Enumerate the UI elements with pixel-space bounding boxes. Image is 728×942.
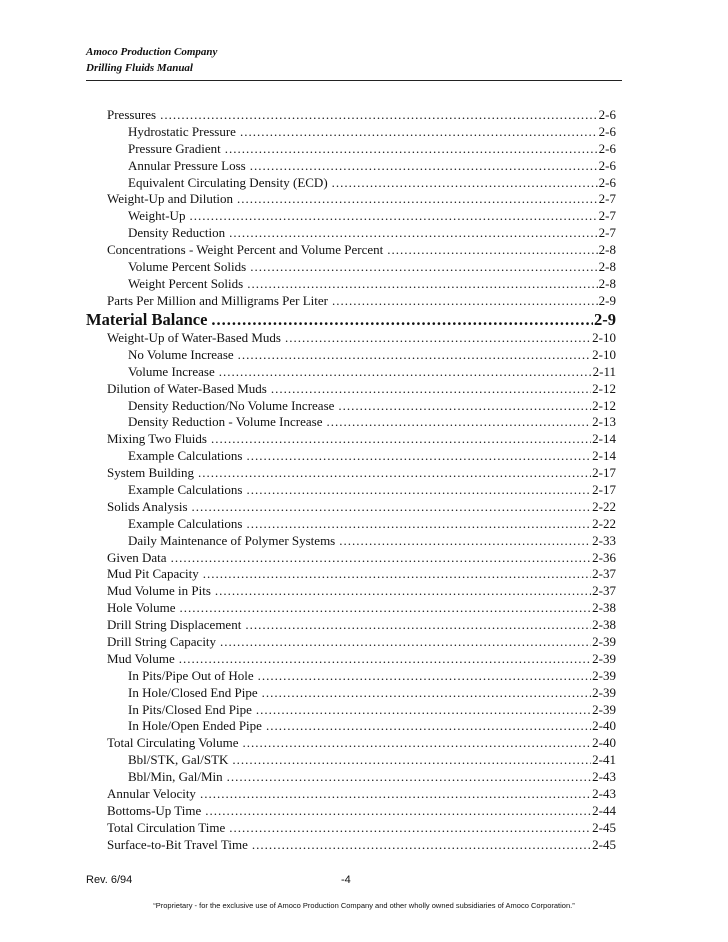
toc-entry-title: Mud Pit Capacity <box>107 566 199 582</box>
dot-leader <box>285 330 591 347</box>
toc-entry-page: 2-9 <box>598 292 616 308</box>
toc-entry-page: 2-10 <box>592 329 616 345</box>
toc-entry <box>86 651 616 668</box>
dot-leader <box>237 191 598 208</box>
toc-entry-page: 2-37 <box>592 583 616 599</box>
toc-entry-page: 2-45 <box>592 836 616 852</box>
toc-entry-title: Bottoms-Up Time <box>107 802 202 818</box>
toc-entry-page: 2-39 <box>592 634 616 650</box>
toc-entry <box>86 242 616 259</box>
toc-entry-page: 2-38 <box>592 617 616 633</box>
toc-entry <box>86 735 616 752</box>
toc-entry <box>86 465 616 482</box>
toc-entry <box>86 225 616 242</box>
dot-leader <box>246 482 591 499</box>
toc-entry-title: Annular Velocity <box>107 786 196 802</box>
dot-leader <box>338 398 591 415</box>
dot-leader <box>240 124 598 141</box>
toc-entry-page: 2-39 <box>592 684 616 700</box>
toc-entry-page: 2-36 <box>592 549 616 565</box>
toc-entry-title: Bbl/STK, Gal/STK <box>128 752 229 768</box>
dot-leader <box>203 566 591 583</box>
dot-leader <box>266 718 591 735</box>
toc-entry <box>86 175 616 192</box>
toc-entry <box>86 107 616 124</box>
dot-leader <box>179 651 591 668</box>
table-of-contents <box>86 107 616 854</box>
dot-leader <box>198 465 591 482</box>
toc-entry-title: In Hole/Closed End Pipe <box>128 684 258 700</box>
toc-entry <box>86 398 616 415</box>
toc-entry-title: Surface-to-Bit Travel Time <box>107 836 248 852</box>
toc-entry-title: Volume Increase <box>128 363 215 379</box>
toc-entry-title: In Pits/Pipe Out of Hole <box>128 667 254 683</box>
toc-entry-page: 2-6 <box>598 174 616 190</box>
toc-entry-page: 2-39 <box>592 650 616 666</box>
toc-entry <box>86 769 616 786</box>
toc-entry-title: Concentrations - Weight Percent and Volume Percent <box>107 242 384 258</box>
toc-entry-title: Example Calculations <box>128 482 243 497</box>
toc-entry-title: Weight Percent Solids <box>128 275 244 291</box>
dot-leader <box>246 516 591 533</box>
dot-leader <box>332 175 598 192</box>
toc-entry <box>86 482 616 499</box>
toc-entry-page: 2-6 <box>598 107 616 122</box>
toc-entry-page: 2-38 <box>592 600 616 616</box>
toc-entry <box>86 820 616 837</box>
toc-entry <box>86 516 616 533</box>
toc-entry <box>86 414 616 431</box>
toc-entry-page: 2-7 <box>598 225 616 241</box>
toc-entry-title: Example Calculations <box>128 448 243 464</box>
toc-entry-page: 2-17 <box>592 465 616 481</box>
toc-entry-page: 2-12 <box>592 397 616 413</box>
toc-entry <box>86 837 616 854</box>
toc-entry-title: Equivalent Circulating Density (ECD) <box>128 174 328 190</box>
toc-entry-title: Bbl/Min, Gal/Min <box>128 769 223 785</box>
dot-leader <box>211 310 593 330</box>
dot-leader <box>243 735 592 752</box>
toc-entry-page: 2-13 <box>592 414 616 430</box>
dot-leader <box>229 225 598 242</box>
toc-entry-title: Density Reduction <box>128 225 226 241</box>
toc-entry <box>86 583 616 600</box>
toc-entry-page: 2-8 <box>598 259 616 275</box>
toc-entry <box>86 293 616 310</box>
toc-entry-title: In Pits/Closed End Pipe <box>128 701 252 717</box>
toc-entry-title: Given Data <box>107 549 167 565</box>
toc-entry-title: Pressure Gradient <box>128 140 221 156</box>
dot-leader <box>200 786 591 803</box>
dot-leader <box>171 550 592 567</box>
toc-entry <box>86 381 616 398</box>
dot-leader <box>238 347 591 364</box>
dot-leader <box>246 448 591 465</box>
toc-entry <box>86 685 616 702</box>
toc-entry <box>86 124 616 141</box>
toc-entry-page: 2-10 <box>592 346 616 362</box>
toc-entry <box>86 718 616 735</box>
toc-entry-page: 2-17 <box>592 482 616 497</box>
toc-entry-page: 2-7 <box>598 191 616 207</box>
dot-leader <box>332 293 598 310</box>
toc-entry-title: Parts Per Million and Milligrams Per Liter <box>107 292 328 308</box>
toc-entry-page: 2-41 <box>592 752 616 768</box>
toc-entry-title: In Hole/Open Ended Pipe <box>128 718 262 734</box>
toc-entry-title: Mixing Two Fluids <box>107 431 207 447</box>
dot-leader <box>160 107 598 124</box>
toc-entry <box>86 702 616 719</box>
toc-entry-title: Weight-Up of Water-Based Muds <box>107 329 281 345</box>
dot-leader <box>189 208 597 225</box>
dot-leader <box>271 381 591 398</box>
toc-entry-page: 2-6 <box>598 123 616 139</box>
toc-entry-title: Drill String Capacity <box>107 634 217 650</box>
toc-entry-title: Dilution of Water-Based Muds <box>107 380 267 396</box>
toc-entry-page: 2-22 <box>592 515 616 531</box>
toc-entry-title: Hydrostatic Pressure <box>128 123 236 139</box>
toc-entry-title: Annular Pressure Loss <box>128 157 246 173</box>
toc-entry <box>86 752 616 769</box>
proprietary-notice: “Proprietary - for the exclusive use of Amoco Production Company and other wholly owned subsidiaries of Amoco Corporation.” <box>153 901 575 910</box>
toc-entry <box>86 276 616 293</box>
toc-entry-page: 2-14 <box>592 431 616 447</box>
toc-entry <box>86 364 616 381</box>
toc-entry <box>86 431 616 448</box>
dot-leader <box>192 499 592 516</box>
toc-entry-page: 2-45 <box>592 819 616 835</box>
toc-entry-title: Total Circulating Volume <box>107 735 239 751</box>
toc-entry <box>86 499 616 516</box>
dot-leader <box>225 141 598 158</box>
toc-entry <box>86 600 616 617</box>
company-name: Amoco Production Company <box>86 46 218 58</box>
toc-entry-title: Hole Volume <box>107 600 176 616</box>
dot-leader <box>211 431 591 448</box>
toc-entry-page: 2-37 <box>592 566 616 582</box>
toc-entry-page: 2-40 <box>592 718 616 734</box>
toc-entry-page: 2-11 <box>592 363 616 379</box>
toc-entry-page: 2-12 <box>592 380 616 396</box>
toc-entry <box>86 141 616 158</box>
header-rule <box>86 80 622 81</box>
toc-entry <box>86 533 616 550</box>
toc-entry-page: 2-6 <box>598 157 616 173</box>
toc-entry-title: Pressures <box>107 107 157 122</box>
toc-entry-title: Mud Volume <box>107 650 175 666</box>
revision-date: Rev. 6/94 <box>86 874 133 886</box>
toc-entry-title: Drill String Displacement <box>107 617 242 633</box>
manual-title: Drilling Fluids Manual <box>86 62 193 74</box>
toc-entry-page: 2-8 <box>598 275 616 291</box>
toc-entry-title: Density Reduction/No Volume Increase <box>128 397 335 413</box>
toc-entry-page: 2-43 <box>592 786 616 802</box>
dot-leader <box>326 414 591 431</box>
dot-leader <box>262 685 592 702</box>
toc-entry <box>86 668 616 685</box>
toc-entry <box>86 208 616 225</box>
toc-entry-page: 2-9 <box>594 309 616 329</box>
toc-entry-page: 2-14 <box>592 448 616 464</box>
dot-leader <box>252 837 591 854</box>
toc-entry <box>86 617 616 634</box>
toc-entry-title: No Volume Increase <box>128 346 234 362</box>
toc-entry <box>86 550 616 567</box>
toc-entry <box>86 634 616 651</box>
dot-leader <box>232 752 591 769</box>
toc-entry-title: Daily Maintenance of Polymer Systems <box>128 532 336 548</box>
dot-leader <box>180 600 592 617</box>
toc-entry-page: 2-7 <box>598 208 616 224</box>
toc-section-heading <box>86 310 616 330</box>
dot-leader <box>256 702 591 719</box>
dot-leader <box>250 158 598 175</box>
toc-entry-page: 2-44 <box>592 802 616 818</box>
toc-entry <box>86 259 616 276</box>
toc-entry-title: Mud Volume in Pits <box>107 583 211 599</box>
toc-entry-title: Weight-Up <box>128 208 186 224</box>
toc-entry-page: 2-22 <box>592 498 616 514</box>
dot-leader <box>220 634 591 651</box>
toc-entry-title: Weight-Up and Dilution <box>107 191 234 207</box>
dot-leader <box>250 259 597 276</box>
toc-entry-page: 2-40 <box>592 735 616 751</box>
running-header <box>86 44 217 76</box>
toc-entry-title: Solids Analysis <box>107 498 188 514</box>
dot-leader <box>219 364 592 381</box>
dot-leader <box>205 803 591 820</box>
toc-entry-title: Material Balance <box>86 309 208 329</box>
toc-entry-page: 2-33 <box>592 532 616 548</box>
page-number: -4 <box>341 874 351 886</box>
toc-entry-title: System Building <box>107 465 195 481</box>
toc-entry-title: Volume Percent Solids <box>128 259 247 275</box>
toc-entry <box>86 191 616 208</box>
toc-entry-page: 2-39 <box>592 701 616 717</box>
toc-entry-page: 2-43 <box>592 769 616 785</box>
toc-entry-title: Total Circulation Time <box>107 819 226 835</box>
toc-entry <box>86 786 616 803</box>
dot-leader <box>387 242 597 259</box>
dot-leader <box>227 769 592 786</box>
toc-entry <box>86 158 616 175</box>
dot-leader <box>215 583 591 600</box>
dot-leader <box>258 668 591 685</box>
dot-leader <box>229 820 591 837</box>
toc-entry <box>86 566 616 583</box>
toc-entry-page: 2-6 <box>598 140 616 156</box>
dot-leader <box>245 617 591 634</box>
toc-entry <box>86 347 616 364</box>
toc-entry <box>86 803 616 820</box>
toc-entry-page: 2-8 <box>598 242 616 258</box>
dot-leader <box>339 533 591 550</box>
toc-entry-title: Example Calculations <box>128 515 243 531</box>
toc-entry <box>86 330 616 347</box>
toc-entry <box>86 448 616 465</box>
toc-entry-page: 2-39 <box>592 667 616 683</box>
dot-leader <box>247 276 597 293</box>
toc-entry-title: Density Reduction - Volume Increase <box>128 414 323 430</box>
